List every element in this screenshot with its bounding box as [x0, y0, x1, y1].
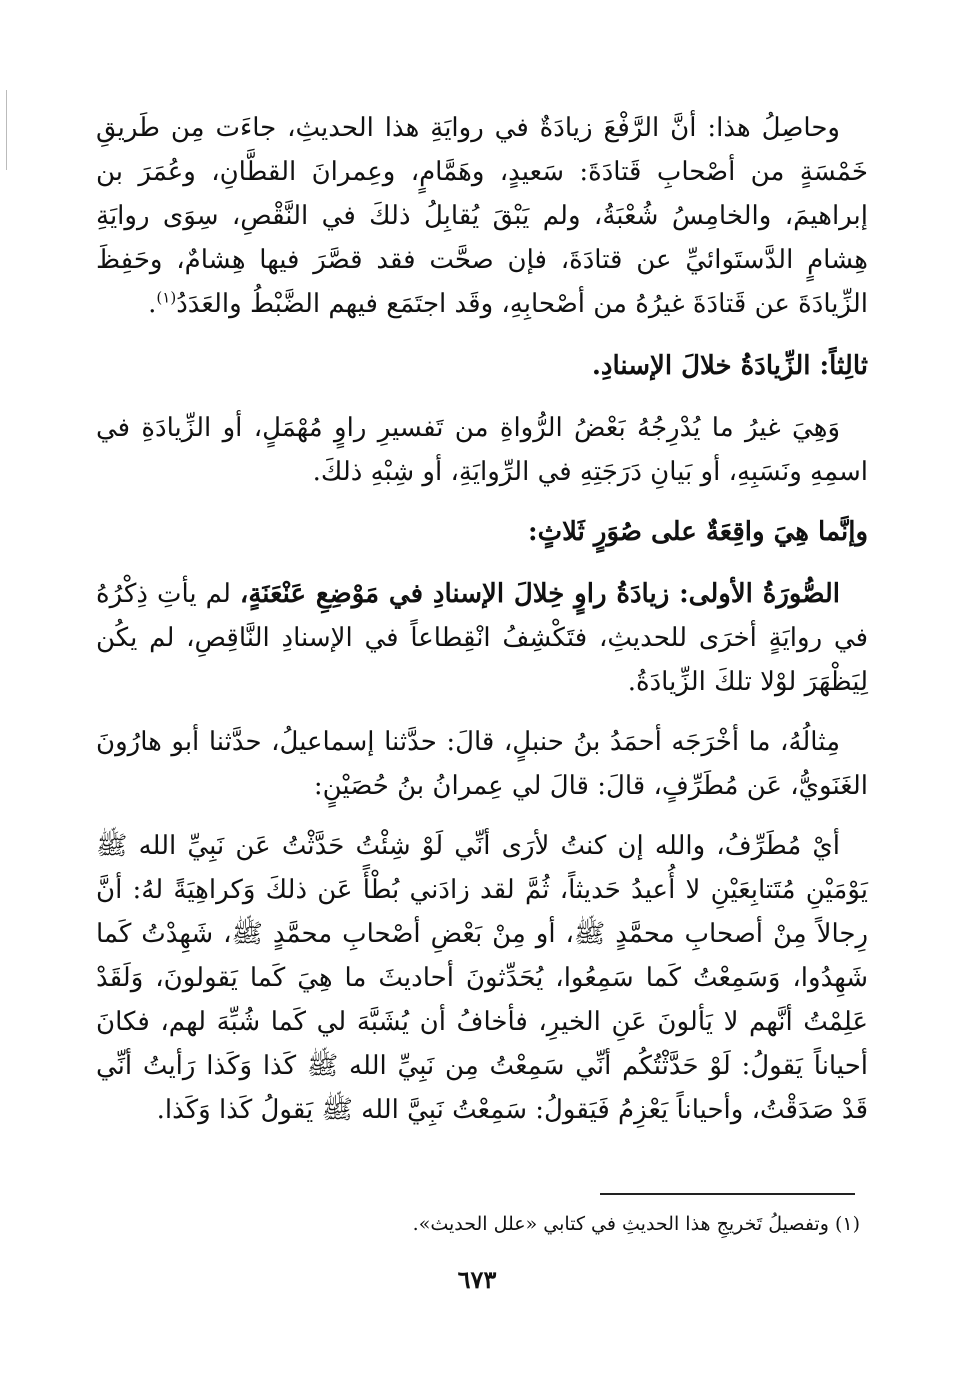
- footnote-divider: [600, 1193, 855, 1195]
- paragraph-summary-text: وحاصِلُ هذا: أنَّ الرَّفْعَ زيادَةٌ في روايَةِ هذا الحديثِ، جاءَت مِن طَريقِ خَمْسَةٍ من أصْحابِ قَتادَةَ: سَعيدٍ، وهَمَّامٍ، وعِمرانَ القطَّانِ، وعُمَرَ بن إبراهيمَ، والخامِسُ شُعْبَةُ، ولم يَبْقَ يُقابِلُ ذلكَ في النَّقْصِ، سِوَى روايَةِ هِشامٍ الدَّستَوائيِّ عن قتادَةَ، فإن صحَّت فقد قصَّرَ فيها هِشامٌ، وحَفِظَ الزِّيادَةَ عن قَتادَةَ غيرُهُ من أصْحابِهِ، وقَد اجتَمَع فيهم الضَّبْطُ والعَدَدُ: [96, 113, 868, 319]
- paragraph-example: مِثالُهُ، ما أخْرَجَه أحمَدُ بنُ حنبلٍ، قالَ: حدَّثنا إسماعيلُ، حدَّثنا أبو هارُونَ الغَنَويُّ، عَن مُطَرِّفٍ، قالَ: قالَ لي عِمرانُ بنُ حُصَيْنٍ:: [96, 727, 868, 801]
- paragraph-definition: وَهِيَ غيرُ ما يُدْرِجُهُ بَعْضُ الرُّواةِ من تَفسيرِ راوٍ مُهْمَلٍ، أو الزِّيادَةِ في اسمِهِ ونَسَبِهِ، أو بَيانِ دَرَجَتِهِ في الرِّوايَةِ، أو شِبْهِ ذلكَ.: [96, 413, 868, 487]
- first-form-label: الصُّورَةُ الأولى: زيادَةُ راوٍ خِلالَ الإسنادِ في مَوْضِعِ عَنْعَنَةٍ،: [239, 579, 841, 609]
- paragraph-quote: أيْ مُطَرِّفُ، والله إن كنتُ لأرَى أنِّي لَوْ شِئْتُ حَدَّثْتُ عَن نَبِيِّ الله ﷺ يَوْمَيْنِ مُتَتابِعَيْنِ لا أُعيدُ حَديثاً، ثُمَّ لقد زادَني بُطْأً عَن ذلكَ وَكراهِيَةً لهُ: أنَّ رِجالاً مِنْ أصحابِ محمَّدٍ ﷺ، أو مِنْ بَعْضِ أصْحابِ محمَّدٍ ﷺ، شَهِدْتُ كَما شَهِدُوا، وَسَمِعْتُ كَما سَمِعُوا، يُحَدِّثونَ أحاديثَ ما هِيَ كَما يَقولونَ، وَلَقَدْ عَلِمْتُ أنَّهم لا يَألونَ عَنِ الخيرِ، فأخافُ أن يُشَبَّهَ لي كَما شُبِّهَ لهم، فكانَ أحياناً يَقولُ: لَوْ حَدَّثْتُكُم أنِّي سَمِعْتُ مِن نَبِيِّ الله ﷺ كَذا وَكَذا رَأيتُ أنِّي قَدْ صَدَقْتُ، وأحياناً يَعْزِمُ فَيَقولُ: سَمِعْتُ نَبِيَّ الله ﷺ يَقولُ كَذا وَكَذا.: [96, 831, 868, 1125]
- paragraph-summary: [96, 106, 868, 326]
- paragraph-summary-end: .: [148, 289, 157, 319]
- page-edge-mark: [6, 90, 7, 170]
- first-form-text: لم يأتِ ذِكْرُهُ في روايَةٍ أخرَى للحديثِ، فتَكْشِفُ انْقِطاعاً في الإسنادِ النَّاقِصِ، لم يكُن لِيَظْهَرَ لوْلا تلكَ الزِّيادَةُ.: [96, 579, 868, 697]
- footnote: (١) وتفصيلُ تَخريجِ هذا الحديثِ في كتابي «علل الحديث».: [412, 1213, 860, 1235]
- section-heading: ثالِثاً: الزِّيادَةُ خلالَ الإسنادِ.: [591, 351, 868, 381]
- page-number: ٦٧٣: [457, 1265, 497, 1294]
- paragraph-first-form: [96, 572, 868, 704]
- footnote-reference: (١): [156, 288, 177, 307]
- subsection-heading: وإنَّما هِيَ واقِعَةٌ على صُوَرٍ ثَلاثٍ:: [528, 517, 868, 547]
- main-text: [96, 106, 868, 1132]
